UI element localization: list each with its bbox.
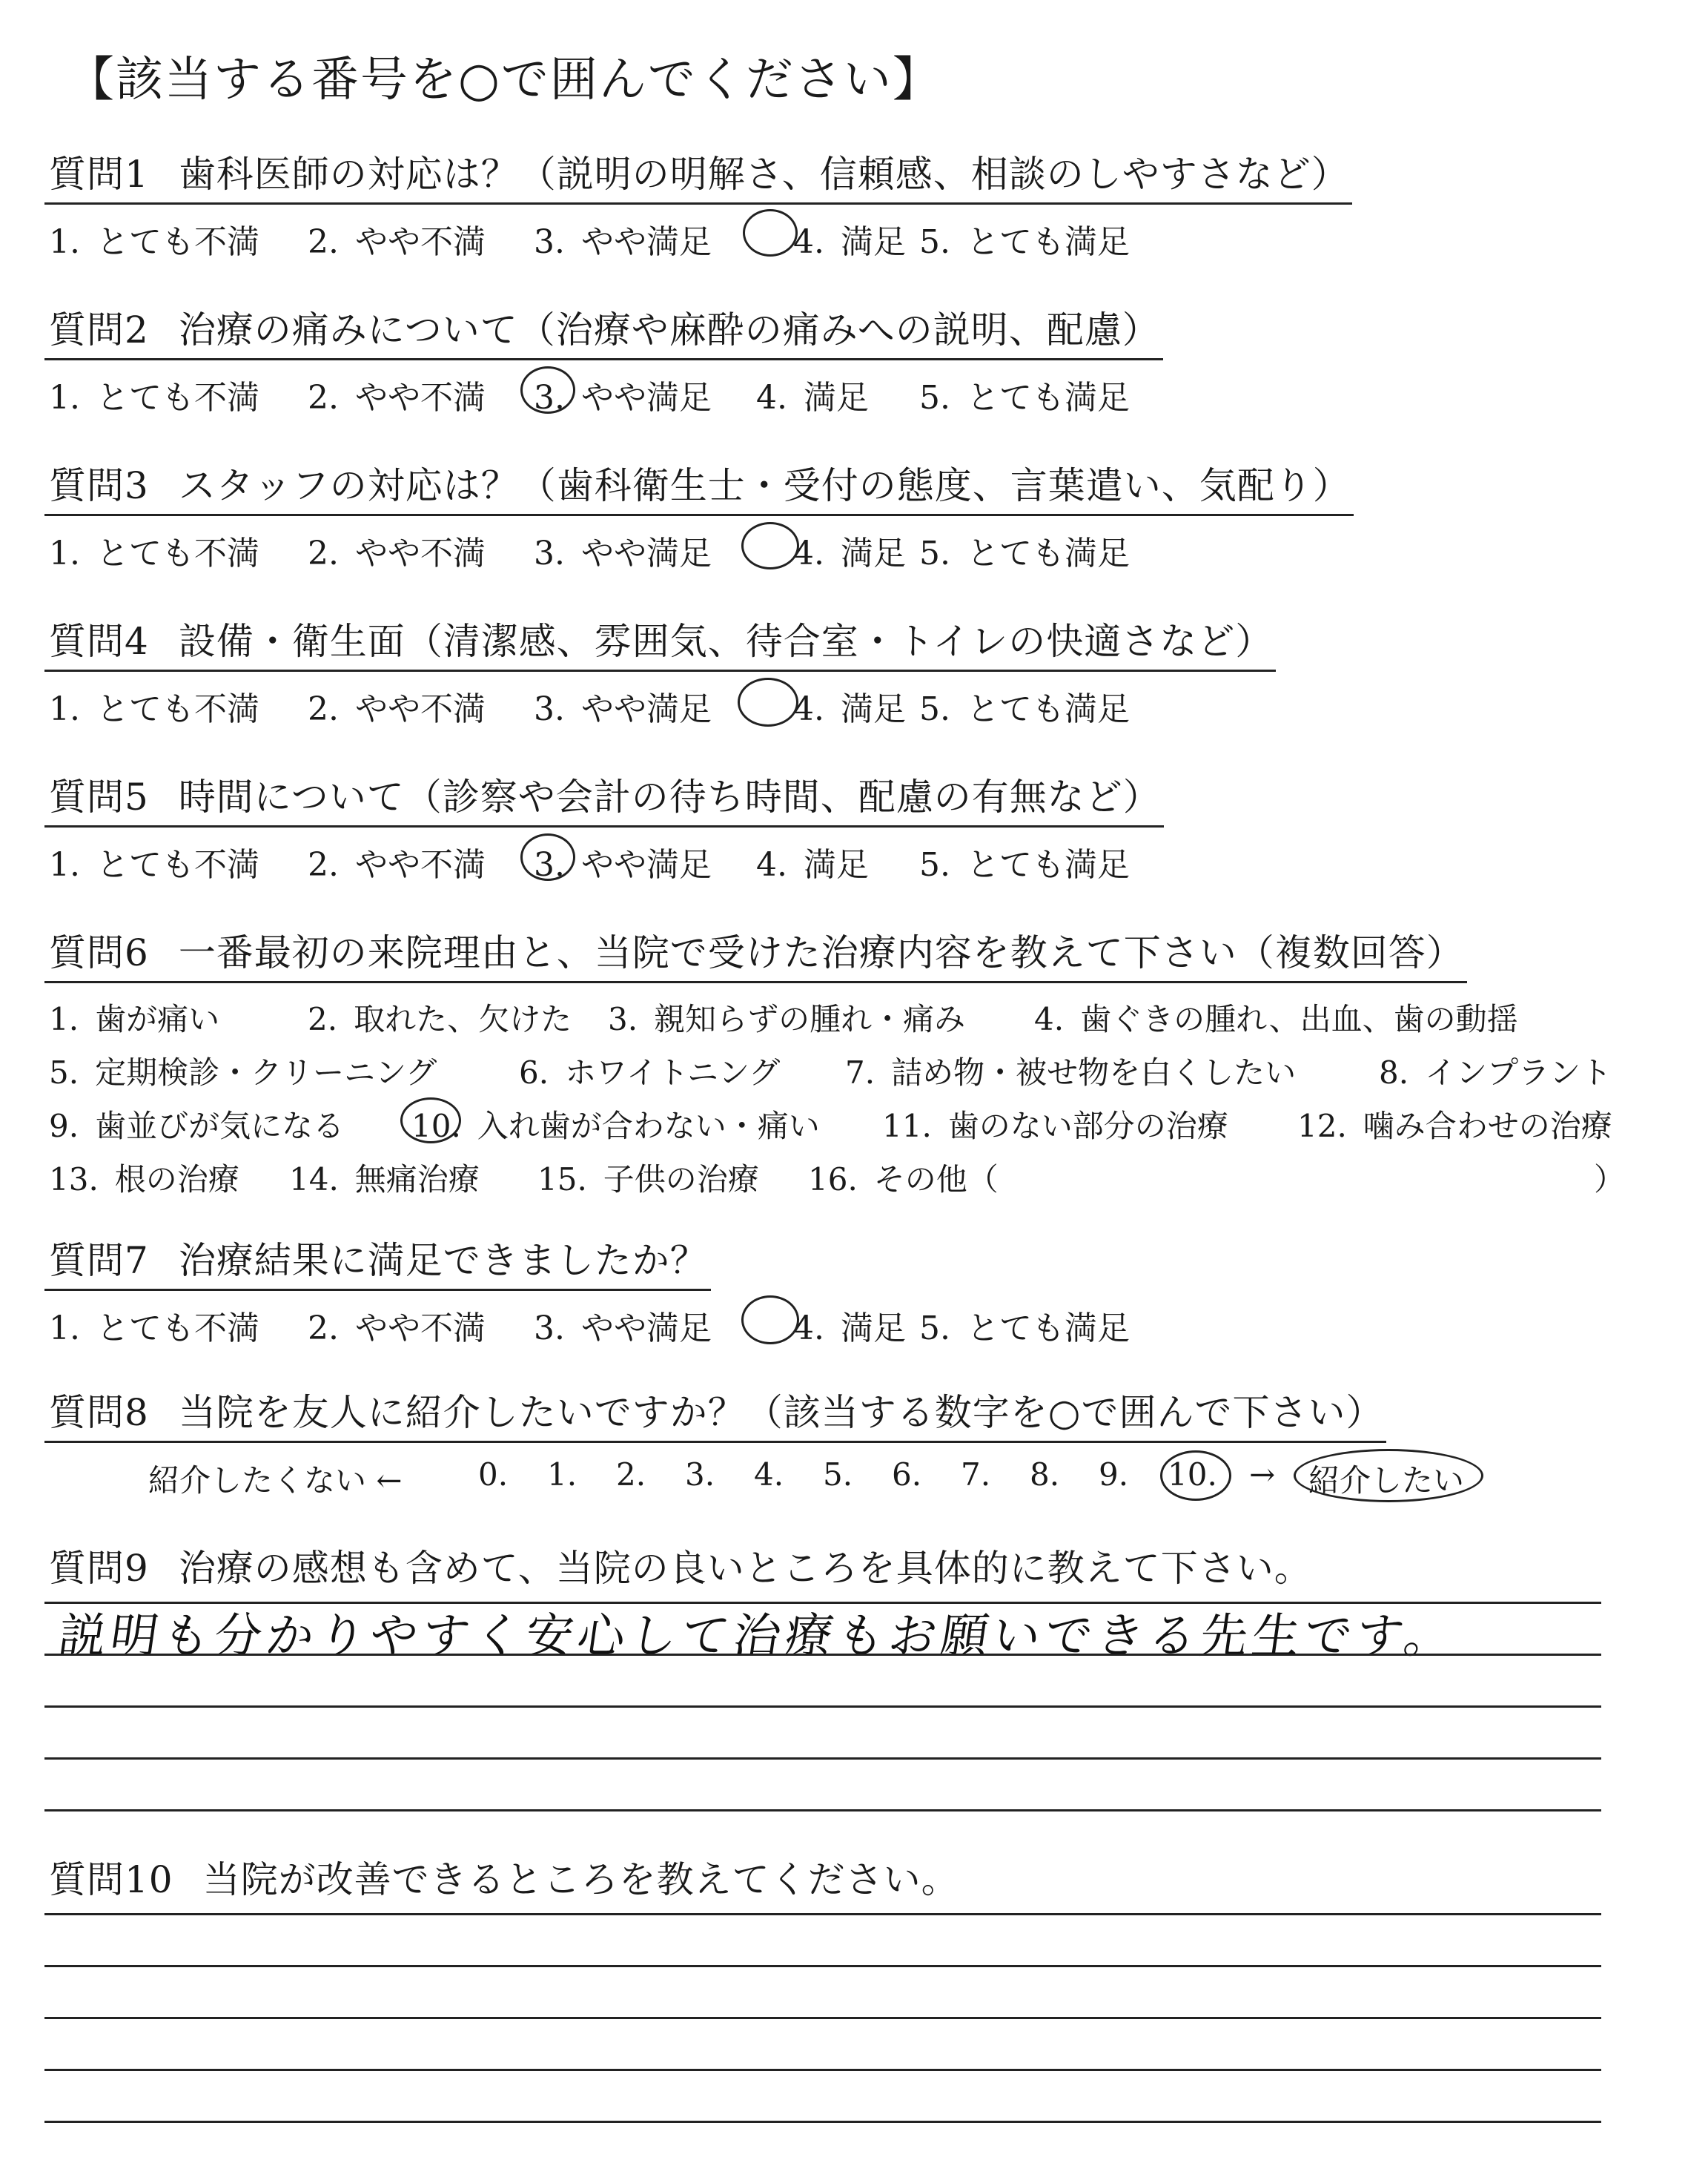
question-number: 質問6 bbox=[49, 931, 149, 974]
answer-line bbox=[44, 1913, 1601, 1915]
option-1[interactable]: 1. とても不満 bbox=[49, 690, 259, 728]
option-2[interactable]: 2. やや不満 bbox=[308, 1309, 486, 1347]
question-text: 治療結果に満足できましたか？ bbox=[178, 1239, 708, 1282]
answer-line bbox=[44, 1654, 1601, 1656]
scale-right-label: 紹介したい bbox=[1308, 1462, 1465, 1499]
option-1[interactable]: 1. とても不満 bbox=[49, 535, 259, 572]
option-4[interactable]: 4. 満足 bbox=[756, 379, 869, 417]
scale-right-arrow: → bbox=[1249, 1456, 1276, 1493]
option-1[interactable]: 1. とても不満 bbox=[49, 1309, 259, 1347]
rating-options bbox=[44, 215, 1601, 267]
question-3 bbox=[44, 456, 1601, 578]
option-5[interactable]: 5. とても満足 bbox=[919, 846, 1130, 884]
option-5[interactable]: 5. とても満足 bbox=[919, 535, 1130, 572]
option-3[interactable]: 3. やや満足 bbox=[534, 535, 712, 572]
score-2[interactable]: 2. bbox=[616, 1456, 646, 1493]
rating-options bbox=[44, 371, 1601, 423]
question-text: 時間について（診察や会計の待ち時間、配慮の有無など） bbox=[178, 776, 1161, 819]
question-2 bbox=[44, 300, 1601, 423]
treatment-options-row bbox=[44, 1048, 1612, 1094]
option-5[interactable]: 5. とても満足 bbox=[919, 379, 1130, 417]
treatment-options-row bbox=[44, 1102, 1612, 1148]
option-4[interactable]: 4. 満足 bbox=[793, 1309, 906, 1347]
selected-circle bbox=[741, 522, 799, 569]
question-3-heading bbox=[44, 456, 1354, 516]
question-number: 質問2 bbox=[49, 308, 149, 351]
label-circle bbox=[1294, 1449, 1483, 1502]
selected-circle bbox=[738, 678, 798, 727]
rating-options bbox=[44, 526, 1601, 578]
option-1[interactable]: 1. とても不満 bbox=[49, 846, 259, 884]
option-2[interactable]: 2. やや不満 bbox=[308, 846, 486, 884]
score-6[interactable]: 6. bbox=[892, 1456, 922, 1493]
treatment-option[interactable]: 10. 入れ歯が合わない・痛い bbox=[411, 1108, 820, 1144]
treatment-options-row bbox=[44, 995, 1601, 1041]
treatment-option[interactable]: 12. 噛み合わせの治療 bbox=[1297, 1108, 1612, 1144]
option-3[interactable]: 3. やや満足 bbox=[534, 223, 712, 261]
score-5[interactable]: 5. bbox=[823, 1456, 853, 1493]
option-5[interactable]: 5. とても満足 bbox=[919, 1309, 1130, 1347]
page-title: 【該当する番号を○で囲んでください】 bbox=[67, 53, 941, 108]
question-1 bbox=[44, 145, 1601, 267]
selected-circle bbox=[743, 209, 798, 257]
question-text: 歯科医師の対応は？（説明の明解さ、信頼感、相談のしやすさなど） bbox=[178, 153, 1349, 196]
question-8 bbox=[44, 1383, 1601, 1516]
scale-left-label: 紹介したくない ← bbox=[148, 1462, 403, 1499]
option-2[interactable]: 2. やや不満 bbox=[308, 690, 486, 728]
question-text: 治療の痛みについて（治療や麻酔の痛みへの説明、配慮） bbox=[178, 308, 1160, 351]
treatment-option[interactable]: 3. 親知らずの腫れ・痛み bbox=[608, 1001, 966, 1037]
recommend-scale bbox=[44, 1456, 1601, 1516]
question-5 bbox=[44, 767, 1601, 890]
score-4[interactable]: 4. bbox=[754, 1456, 784, 1493]
question-number: 質問3 bbox=[49, 464, 149, 507]
answer-line bbox=[44, 1705, 1601, 1708]
treatment-option[interactable]: 14. 無痛治療 bbox=[289, 1161, 480, 1198]
option-3[interactable]: 3. やや満足 bbox=[534, 1309, 712, 1347]
treatment-option[interactable]: 1. 歯が痛い bbox=[49, 1001, 220, 1037]
answer-line bbox=[44, 2017, 1601, 2019]
question-9-heading bbox=[44, 1539, 1315, 1596]
answer-line bbox=[44, 1757, 1601, 1760]
question-10-heading bbox=[44, 1850, 962, 1908]
question-7-heading bbox=[44, 1231, 711, 1291]
treatment-option[interactable]: 4. 歯ぐきの腫れ、出血、歯の動揺 bbox=[1034, 1001, 1518, 1037]
score-1[interactable]: 1. bbox=[547, 1456, 577, 1493]
question-7 bbox=[44, 1231, 1601, 1353]
option-1[interactable]: 1. とても不満 bbox=[49, 223, 259, 261]
option-2[interactable]: 2. やや不満 bbox=[308, 223, 486, 261]
score-3[interactable]: 3. bbox=[685, 1456, 715, 1493]
treatment-options-row bbox=[44, 1155, 1626, 1201]
rating-options bbox=[44, 838, 1601, 890]
selected-circle bbox=[400, 1097, 461, 1143]
score-0[interactable]: 0. bbox=[478, 1456, 509, 1493]
treatment-option[interactable]: 13. 根の治療 bbox=[49, 1161, 239, 1198]
question-text: 一番最初の来院理由と、当院で受けた治療内容を教えて下さい（複数回答） bbox=[178, 931, 1464, 974]
question-2-heading bbox=[44, 300, 1163, 360]
question-text: スタッフの対応は？（歯科衛生士・受付の態度、言葉遣い、気配り） bbox=[178, 464, 1351, 507]
answer-line bbox=[44, 1809, 1601, 1811]
question-text: 治療の感想も含めて、当院の良いところを具体的に教えて下さい。 bbox=[178, 1547, 1312, 1590]
selected-circle bbox=[520, 366, 575, 414]
rating-options bbox=[44, 682, 1601, 734]
question-9 bbox=[44, 1539, 1601, 1596]
treatment-option[interactable]: 6. ホワイトニング bbox=[519, 1054, 781, 1091]
question-text: 当院を友人に紹介したいですか？（該当する数字を○で囲んで下さい） bbox=[178, 1391, 1384, 1434]
selected-circle bbox=[741, 1295, 799, 1344]
option-3[interactable]: 3. やや満足 bbox=[534, 690, 712, 728]
option-3[interactable]: 3. やや満足 bbox=[534, 846, 712, 884]
option-4[interactable]: 4. 満足 bbox=[756, 846, 869, 884]
answer-line bbox=[44, 2069, 1601, 2071]
question-number: 質問8 bbox=[49, 1391, 149, 1434]
question-number: 質問7 bbox=[49, 1239, 149, 1282]
handwritten-answer[interactable]: 説明も分かりやすく安心して治療もお願いできる先生です。 bbox=[54, 1609, 1460, 1664]
option-2[interactable]: 2. やや不満 bbox=[308, 379, 486, 417]
option-4[interactable]: 4. 満足 bbox=[793, 223, 906, 261]
question-8-heading bbox=[44, 1383, 1386, 1443]
question-number: 質問10 bbox=[49, 1858, 173, 1901]
score-10[interactable]: 10. bbox=[1168, 1456, 1217, 1493]
treatment-option[interactable]: 7. 詰め物・被せ物を白くしたい bbox=[845, 1054, 1297, 1091]
question-text: 当院が改善できるところを教えてください。 bbox=[202, 1858, 959, 1901]
option-5[interactable]: 5. とても満足 bbox=[919, 690, 1130, 728]
question-6 bbox=[44, 923, 1626, 1201]
answer-line bbox=[44, 2121, 1601, 2123]
option-4[interactable]: 4. 満足 bbox=[793, 690, 906, 728]
question-5-heading bbox=[44, 767, 1164, 828]
question-4-heading bbox=[44, 612, 1276, 672]
question-4 bbox=[44, 612, 1601, 734]
treatment-option[interactable]: 16. その他（ bbox=[808, 1161, 999, 1198]
score-9[interactable]: 9. bbox=[1099, 1456, 1129, 1493]
treatment-option[interactable]: 11. 歯のない部分の治療 bbox=[882, 1108, 1228, 1144]
question-number: 質問5 bbox=[49, 776, 149, 819]
rating-options bbox=[44, 1301, 1601, 1353]
question-text: 設備・衛生面（清潔感、雰囲気、待合室・トイレの快適さなど） bbox=[178, 620, 1274, 663]
treatment-option[interactable]: 5. 定期検診・クリーニング bbox=[49, 1054, 437, 1091]
question-10 bbox=[44, 1850, 1601, 1908]
question-number: 質問4 bbox=[49, 620, 149, 663]
option-4[interactable]: 4. 満足 bbox=[793, 535, 906, 572]
selected-circle bbox=[1160, 1450, 1231, 1501]
score-8[interactable]: 8. bbox=[1030, 1456, 1060, 1493]
other-close-paren: ） bbox=[1594, 1161, 1626, 1198]
treatment-option[interactable]: 15. 子供の治療 bbox=[537, 1161, 759, 1198]
score-7[interactable]: 7. bbox=[961, 1456, 991, 1493]
option-2[interactable]: 2. やや不満 bbox=[308, 535, 486, 572]
treatment-option[interactable]: 8. インプラント bbox=[1379, 1054, 1612, 1091]
treatment-option[interactable]: 2. 取れた、欠けた bbox=[308, 1001, 572, 1037]
answer-line bbox=[44, 1965, 1601, 1967]
option-3[interactable]: 3. やや満足 bbox=[534, 379, 712, 417]
question-6-heading bbox=[44, 923, 1467, 983]
question-number: 質問9 bbox=[49, 1547, 149, 1590]
selected-circle bbox=[520, 833, 575, 881]
question-number: 質問1 bbox=[49, 153, 149, 196]
question-1-heading bbox=[44, 145, 1352, 205]
option-1[interactable]: 1. とても不満 bbox=[49, 379, 259, 417]
treatment-option[interactable]: 9. 歯並びが気になる bbox=[49, 1108, 345, 1144]
option-5[interactable]: 5. とても満足 bbox=[919, 223, 1130, 261]
